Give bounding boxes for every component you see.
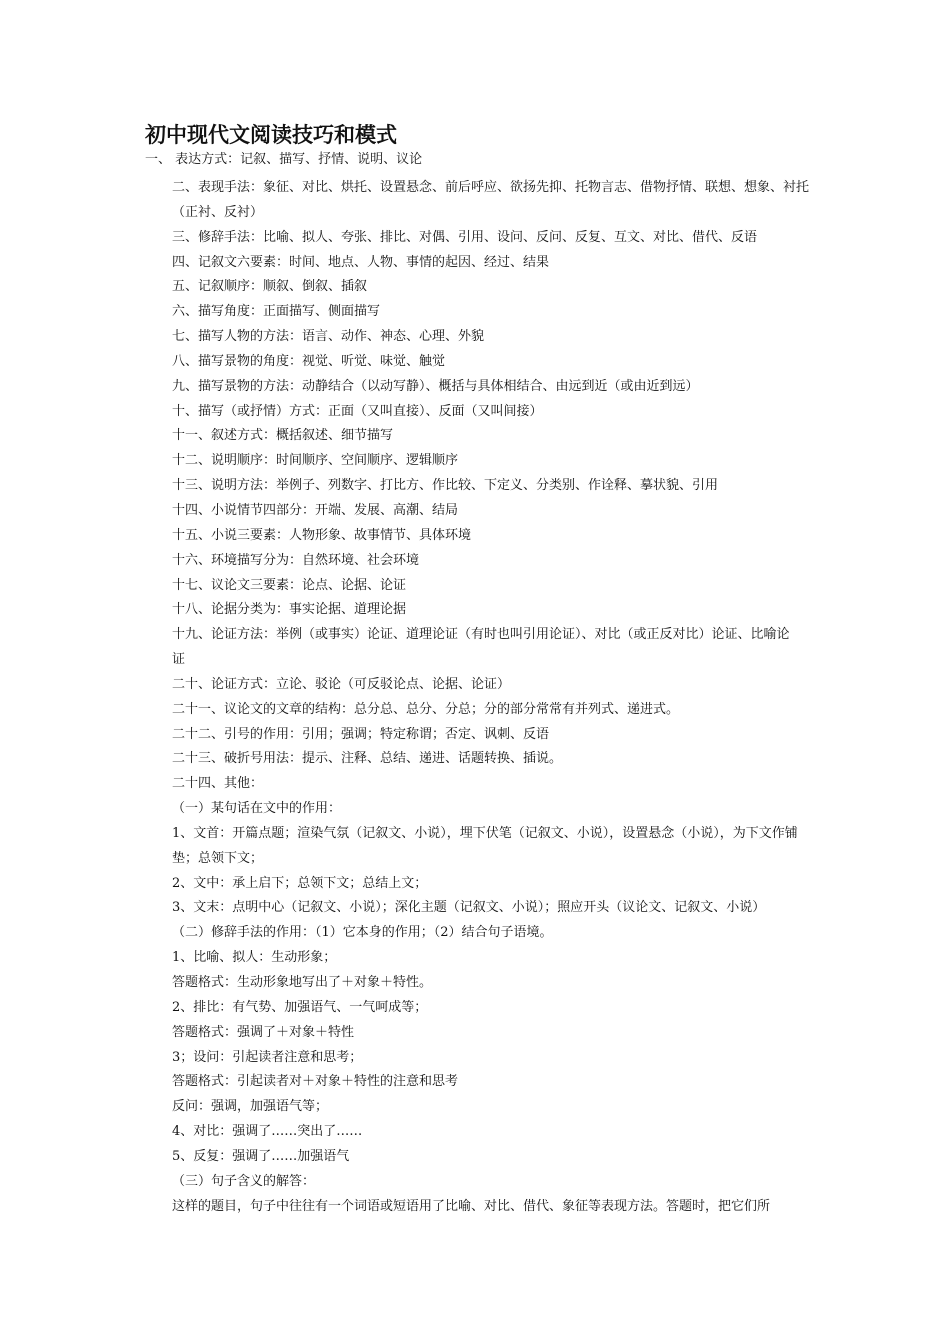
text-line: 反问：强调，加强语气等；: [172, 1099, 329, 1115]
text-line: （一）某句话在文中的作用：: [172, 801, 342, 817]
text-line: 十六、环境描写分为：自然环境、社会环境: [172, 552, 420, 568]
text-line: 八、描写景物的角度：视觉、听觉、味觉、触觉: [172, 353, 446, 369]
text-line: 二、表现手法：象征、对比、烘托、设置悬念、前后呼应、欲扬先抑、托物言志、借物抒情、联想、想象、衬托: [172, 180, 810, 195]
text-line: （正衬、反衬）: [172, 204, 264, 220]
text-line: 十一、叙述方式：概括叙述、细节描写: [172, 428, 394, 444]
text-line: 二十四、其他：: [172, 776, 264, 792]
text-line: 答题格式：引起读者对＋对象＋特性的注意和思考: [172, 1074, 459, 1090]
text-line: 五、记叙顺序：顺叙、倒叙、插叙: [172, 279, 368, 295]
text-line: 3；设问：引起读者注意和思考；: [172, 1049, 363, 1065]
text-line: 十七、议论文三要素：论点、论据、论证: [172, 577, 407, 593]
text-line: 2、排比：有气势、加强语气、一气呵成等；: [172, 999, 428, 1015]
text-line: 四、记叙文六要素：时间、地点、人物、事情的起因、经过、结果: [172, 254, 550, 270]
text-line: （二）修辞手法的作用：（1）它本身的作用；（2）结合句子语境。: [172, 925, 553, 941]
text-line: 一、 表达方式：记叙、描写、抒情、说明、议论: [145, 152, 423, 167]
text-line: 二十二、引号的作用：引用；强调；特定称谓；否定、讽刺、反语: [172, 726, 550, 742]
text-line: 1、文首：开篇点题；渲染气氛（记叙文、小说），埋下伏笔（记叙文、小说），设置悬念（小说），为下文作铺: [172, 825, 798, 841]
page-title: 初中现代文阅读技巧和模式: [145, 123, 397, 147]
text-line: 六、描写角度：正面描写、侧面描写: [172, 304, 381, 320]
text-line: 二十、论证方式：立论、驳论（可反驳论点、论据、论证）: [172, 676, 511, 692]
text-line: 三、修辞手法：比喻、拟人、夸张、排比、对偶、引用、设问、反问、反复、互文、对比、借代、反语: [172, 229, 758, 245]
text-line: 十五、小说三要素：人物形象、故事情节、具体环境: [172, 527, 472, 543]
text-line: 3、文末：点明中心（记叙文、小说）；深化主题（记叙文、小说）；照应开头（议论文、记叙文、小说）: [172, 900, 766, 916]
text-line: 这样的题目，句子中往往有一个词语或短语用了比喻、对比、借代、象征等表现方法。答题时，把它们所: [172, 1198, 771, 1214]
text-line: 答题格式：强调了＋对象＋特性: [172, 1024, 355, 1040]
text-line: 二十三、破折号用法：提示、注释、总结、递进、话题转换、插说。: [172, 751, 563, 767]
text-line: 十四、小说情节四部分：开端、发展、高潮、结局: [172, 502, 459, 518]
text-line: 2、文中：承上启下；总领下文；总结上文；: [172, 875, 428, 891]
text-line: 4、对比：强调了……突出了……: [172, 1124, 363, 1140]
text-line: 1、比喻、拟人：生动形象；: [172, 950, 337, 966]
text-line: 十、描写（或抒情）方式：正面（又叫直接）、反面（又叫间接）: [172, 403, 543, 419]
text-line: 证: [172, 652, 186, 668]
text-line: 十三、说明方法：举例子、列数字、打比方、作比较、下定义、分类别、作诠释、摹状貌、引用: [172, 478, 719, 494]
text-line: 二十一、议论文的文章的结构：总分总、总分、分总；分的部分常常有并列式、递进式。: [172, 701, 680, 717]
text-line: 十八、论据分类为：事实论据、道理论据: [172, 602, 407, 618]
text-line: 九、描写景物的方法：动静结合（以动写静）、概括与具体相结合、由远到近（或由近到远）: [172, 378, 699, 394]
text-line: （三）句子含义的解答：: [172, 1173, 316, 1189]
text-line: 垫；总领下文；: [172, 850, 264, 866]
text-line: 5、反复：强调了……加强语气: [172, 1148, 350, 1164]
document-body: [172, 176, 812, 1219]
text-line: 十二、说明顺序：时间顺序、空间顺序、逻辑顺序: [172, 453, 459, 469]
text-line: 答题格式：生动形象地写出了＋对象＋特性。: [172, 975, 433, 990]
text-line: 七、描写人物的方法：语言、动作、神态、心理、外貌: [172, 329, 485, 345]
text-line: 十九、论证方法：举例（或事实）论证、道理论证（有时也叫引用论证）、对比（或正反对比）论证、比喻论: [172, 627, 790, 643]
